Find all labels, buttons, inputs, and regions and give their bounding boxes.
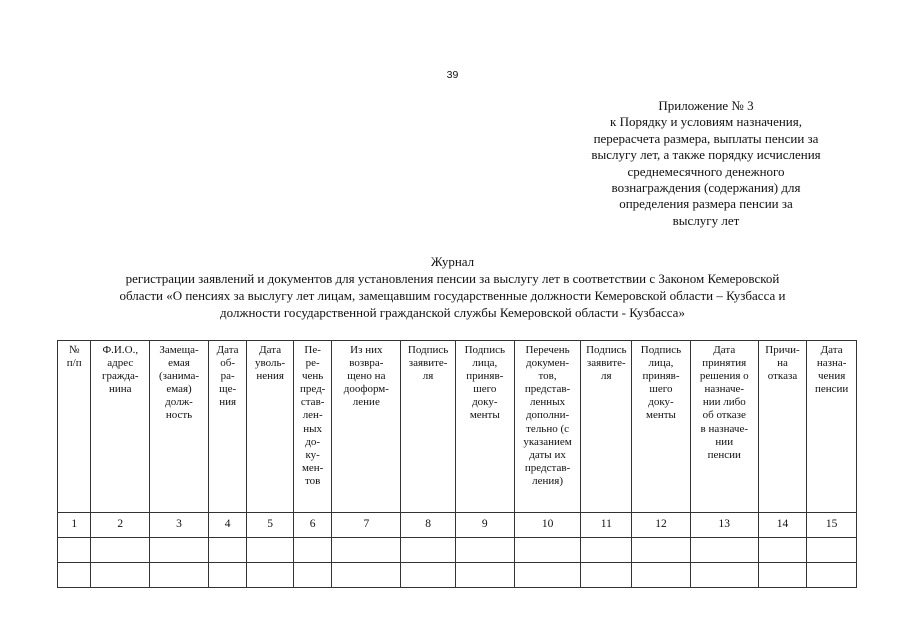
column-number: 7 <box>332 513 401 538</box>
empty-cell <box>247 563 294 588</box>
empty-cell <box>150 563 209 588</box>
empty-cell <box>332 563 401 588</box>
column-header: Причи- на отказа <box>758 341 807 513</box>
column-header: Дата об- ра- ще- ния <box>208 341 246 513</box>
empty-cell <box>58 563 91 588</box>
empty-row <box>58 538 857 563</box>
journal-subtitle-line: области «О пенсиях за выслугу лет лицам, замещавшим государственные должности Кемеровской области – Кузбасса и <box>119 288 786 303</box>
empty-cell <box>401 538 456 563</box>
appendix-line: выслугу лет, а также порядку исчисления <box>591 147 821 163</box>
empty-cell <box>247 538 294 563</box>
column-number-row <box>58 513 857 538</box>
empty-cell <box>208 538 246 563</box>
empty-cell <box>455 563 514 588</box>
appendix-line: перерасчета размера, выплаты пенсии за <box>593 130 819 146</box>
empty-cell <box>150 538 209 563</box>
empty-cell <box>293 538 331 563</box>
page-number: 39 <box>446 69 459 81</box>
empty-cell <box>758 538 807 563</box>
column-number: 6 <box>293 513 331 538</box>
empty-cell <box>690 538 758 563</box>
column-number: 3 <box>150 513 209 538</box>
journal-heading <box>0 253 905 321</box>
column-header: Пе- ре- чень пред- став- лен- ных до- ку- мен- тов <box>293 341 331 513</box>
column-number: 14 <box>758 513 807 538</box>
column-number: 15 <box>807 513 857 538</box>
column-number: 1 <box>58 513 91 538</box>
column-number: 11 <box>581 513 632 538</box>
empty-row <box>58 563 857 588</box>
column-number: 12 <box>632 513 691 538</box>
column-header: № п/п <box>58 341 91 513</box>
appendix-line: определения размера пенсии за <box>619 196 793 212</box>
column-header: Подпись заявите- ля <box>581 341 632 513</box>
appendix-line: к Порядку и условиям назначения, <box>610 114 802 130</box>
empty-cell <box>208 563 246 588</box>
appendix-line: Приложение № 3 <box>658 98 754 113</box>
empty-cell <box>632 563 691 588</box>
column-number: 9 <box>455 513 514 538</box>
column-header: Дата назна- чения пенсии <box>807 341 857 513</box>
empty-cell <box>91 563 150 588</box>
empty-cell <box>332 538 401 563</box>
empty-cell <box>455 538 514 563</box>
journal-title: Журнал <box>430 254 475 269</box>
appendix-line: среднемесячного денежного <box>627 163 785 179</box>
column-number: 4 <box>208 513 246 538</box>
header-row <box>58 341 857 513</box>
empty-cell <box>401 563 456 588</box>
empty-cell <box>514 563 581 588</box>
empty-cell <box>807 538 857 563</box>
column-number: 5 <box>247 513 294 538</box>
column-header: Дата принятия решения о назначе- нии либо об отказе в назначе- нии пенсии <box>690 341 758 513</box>
column-header: Подпись лица, приняв- шего доку- менты <box>455 341 514 513</box>
journal-subtitle-line: должности государственной гражданской службы Кемеровской области - Кузбасса» <box>220 305 685 320</box>
registration-journal-table <box>57 340 857 588</box>
empty-cell <box>690 563 758 588</box>
column-header: Подпись заявите- ля <box>401 341 456 513</box>
column-number: 10 <box>514 513 581 538</box>
column-number: 8 <box>401 513 456 538</box>
column-header: Ф.И.О., адрес гражда- нина <box>91 341 150 513</box>
column-header: Перечень докумен- тов, представ- ленных дополни- тельно (с указанием даты их представ- ления) <box>514 341 581 513</box>
appendix-line: выслугу лет <box>672 212 740 228</box>
empty-cell <box>581 563 632 588</box>
journal-subtitle-line: регистрации заявлений и документов для установления пенсии за выслугу лет в соответствии с Законом Кемеровской <box>125 271 780 286</box>
empty-cell <box>91 538 150 563</box>
empty-cell <box>514 538 581 563</box>
empty-cell <box>293 563 331 588</box>
empty-cell <box>758 563 807 588</box>
column-number: 2 <box>91 513 150 538</box>
empty-cell <box>581 538 632 563</box>
column-header: Подпись лица, приняв- шего доку- менты <box>632 341 691 513</box>
column-header: Из них возвра- щено на дооформ- ление <box>332 341 401 513</box>
empty-cell <box>58 538 91 563</box>
column-header: Дата уволь- нения <box>247 341 294 513</box>
empty-cell <box>807 563 857 588</box>
column-number: 13 <box>690 513 758 538</box>
empty-cell <box>632 538 691 563</box>
appendix-block <box>556 98 856 229</box>
column-header: Замеща- емая (занима- емая) долж- ность <box>150 341 209 513</box>
appendix-line: вознаграждения (содержания) для <box>611 180 801 196</box>
